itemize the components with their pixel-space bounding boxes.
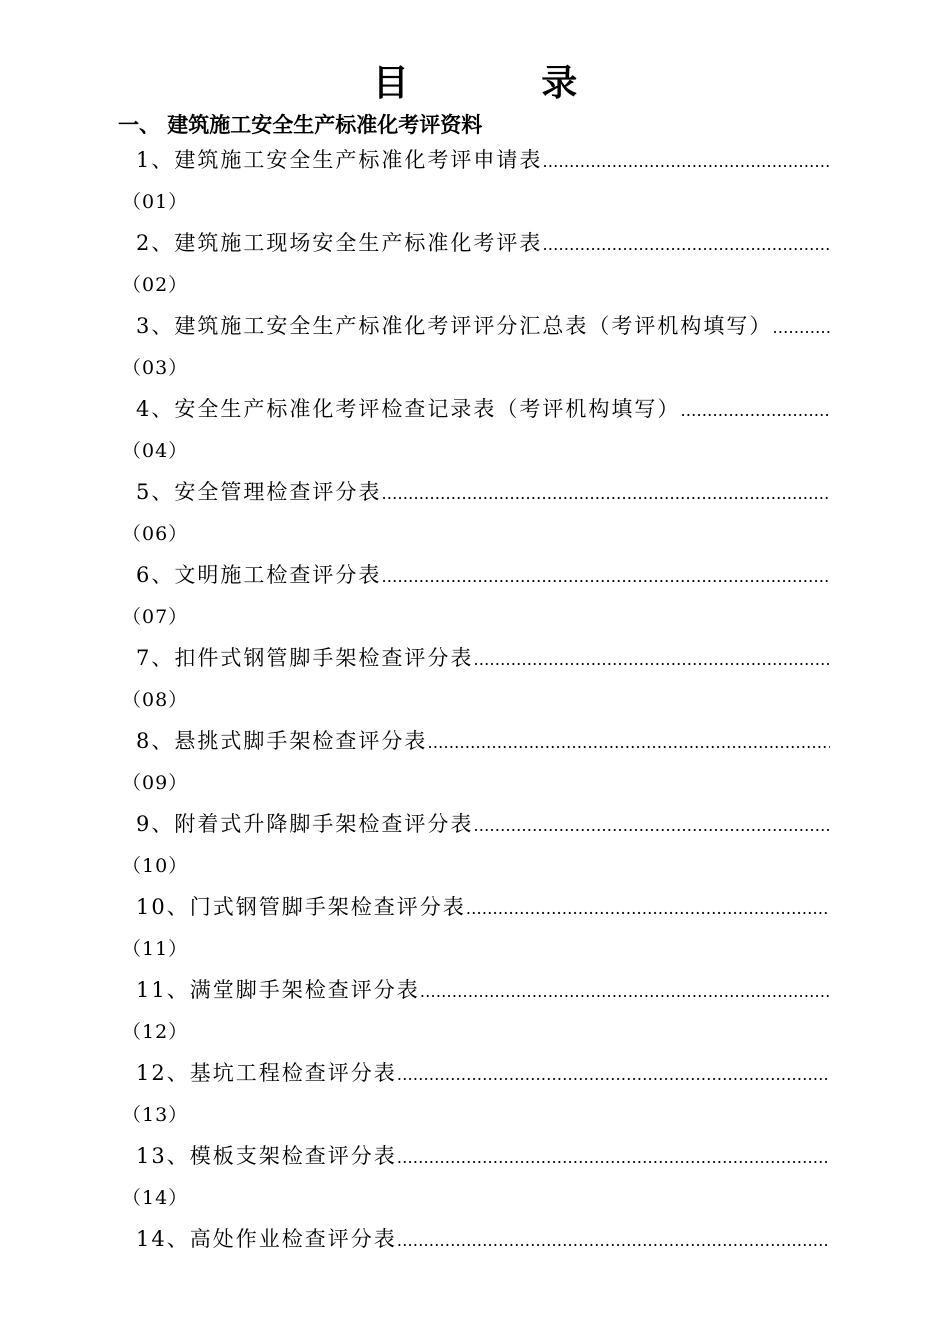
dot-leader bbox=[772, 312, 830, 343]
dot-leader bbox=[542, 229, 830, 260]
toc-entry[interactable] bbox=[0, 311, 950, 394]
toc-entry-title: 8、悬挑式脚手架检查评分表 bbox=[136, 729, 428, 753]
toc-entry-page: （13） bbox=[122, 1104, 189, 1126]
toc-entry[interactable] bbox=[0, 809, 950, 892]
toc-entry-page: （04） bbox=[122, 440, 189, 462]
toc-entry-title: 11、满堂脚手架检查评分表 bbox=[136, 978, 420, 1002]
toc-entry-title: 12、基坑工程检查评分表 bbox=[136, 1061, 397, 1085]
dot-leader bbox=[397, 1225, 830, 1256]
toc-entry-page: （08） bbox=[122, 689, 189, 711]
dot-leader bbox=[680, 395, 830, 426]
dot-leader bbox=[473, 810, 830, 841]
toc-entry[interactable] bbox=[0, 1224, 950, 1307]
toc-entry-title: 14、高处作业检查评分表 bbox=[136, 1227, 397, 1251]
section-heading: 一、 建筑施工安全生产标准化考评资料 bbox=[118, 113, 483, 137]
toc-entry-title: 5、安全管理检查评分表 bbox=[136, 480, 382, 504]
dot-leader bbox=[542, 146, 830, 177]
toc-entry-title: 10、门式钢管脚手架检查评分表 bbox=[136, 895, 466, 919]
toc-entry-page bbox=[122, 1265, 950, 1307]
dot-leader bbox=[420, 976, 830, 1007]
dot-leader bbox=[381, 561, 830, 592]
toc-entry-title: 9、附着式升降脚手架检查评分表 bbox=[136, 812, 474, 836]
toc-entry-page: （11） bbox=[122, 938, 189, 960]
toc-entry-title: 2、建筑施工现场安全生产标准化考评表 bbox=[136, 231, 543, 255]
toc-entry[interactable] bbox=[0, 477, 950, 560]
toc-entry-title: 3、建筑施工安全生产标准化考评评分汇总表（考评机构填写） bbox=[136, 314, 773, 338]
toc-entry-page: （14） bbox=[122, 1187, 189, 1209]
toc-entry-page: （02） bbox=[122, 274, 189, 296]
toc-entry-page: （12） bbox=[122, 1021, 189, 1043]
toc-entry-page: （01） bbox=[122, 191, 189, 213]
toc-entry[interactable] bbox=[0, 975, 950, 1058]
dot-leader bbox=[397, 1059, 830, 1090]
toc-entry-page: （10） bbox=[122, 855, 189, 877]
dot-leader bbox=[381, 478, 830, 509]
toc-entry[interactable] bbox=[0, 643, 950, 726]
toc-entry[interactable] bbox=[0, 1058, 950, 1141]
toc-entry[interactable] bbox=[0, 1141, 950, 1224]
toc-entry-title: 13、模板支架检查评分表 bbox=[136, 1144, 397, 1168]
dot-leader bbox=[397, 1142, 830, 1173]
toc-entry[interactable] bbox=[0, 145, 950, 228]
toc-entry[interactable] bbox=[0, 560, 950, 643]
toc-entry-page: （07） bbox=[122, 606, 189, 628]
toc-entry-title: 6、文明施工检查评分表 bbox=[136, 563, 382, 587]
dot-leader bbox=[473, 644, 830, 675]
dot-leader bbox=[466, 893, 830, 924]
toc-entry[interactable] bbox=[0, 892, 950, 975]
toc-entry-page: （03） bbox=[122, 357, 189, 379]
toc-entry-title: 7、扣件式钢管脚手架检查评分表 bbox=[136, 646, 474, 670]
dot-leader bbox=[427, 727, 830, 758]
toc-entry-title: 4、安全生产标准化考评检查记录表（考评机构填写） bbox=[136, 397, 681, 421]
toc-entry-page: （09） bbox=[122, 772, 189, 794]
page-title: 目 录 bbox=[372, 63, 638, 104]
toc-entry[interactable] bbox=[0, 394, 950, 477]
toc-entry-title: 1、建筑施工安全生产标准化考评申请表 bbox=[136, 148, 543, 172]
toc-entry[interactable] bbox=[0, 228, 950, 311]
toc-entry[interactable] bbox=[0, 726, 950, 809]
toc-entry-page: （06） bbox=[122, 523, 189, 545]
table-of-contents bbox=[0, 145, 950, 1307]
